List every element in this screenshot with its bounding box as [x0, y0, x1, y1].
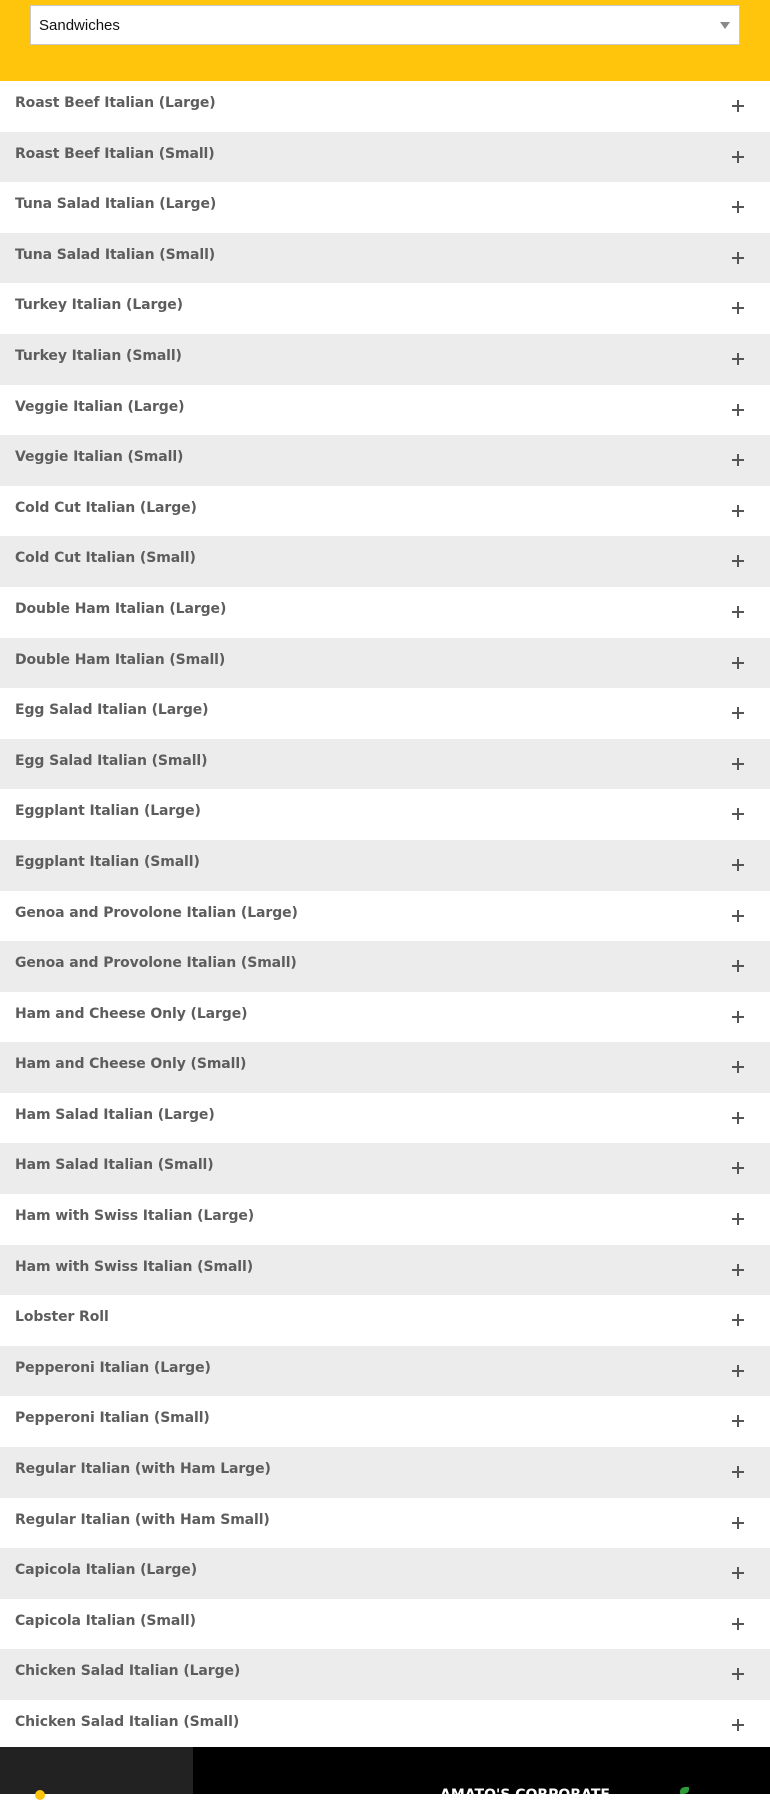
menu-item-row[interactable]	[0, 1295, 770, 1346]
plus-icon[interactable]	[731, 1010, 745, 1024]
menu-item-row[interactable]	[0, 1245, 770, 1296]
plus-icon[interactable]	[731, 807, 745, 821]
menu-item-row[interactable]	[0, 1194, 770, 1245]
category-select-value: Sandwiches	[39, 16, 120, 34]
menu-item-name: Ham Salad Italian (Large)	[15, 1106, 215, 1123]
menu-item-name: Egg Salad Italian (Small)	[15, 752, 208, 769]
plus-icon[interactable]	[731, 858, 745, 872]
menu-item-name: Regular Italian (with Ham Small)	[15, 1511, 270, 1528]
plus-icon[interactable]	[731, 504, 745, 518]
menu-item-row[interactable]	[0, 1447, 770, 1498]
menu-item-name: Tuna Salad Italian (Small)	[15, 246, 216, 263]
plus-icon[interactable]	[731, 909, 745, 923]
plus-icon[interactable]	[731, 1060, 745, 1074]
menu-item-row[interactable]	[0, 1093, 770, 1144]
menu-item-name: Tuna Salad Italian (Large)	[15, 196, 217, 213]
footer-heading: AMATO'S CORPORATE	[440, 1787, 610, 1803]
category-select[interactable]	[30, 5, 740, 45]
menu-item-row[interactable]	[0, 739, 770, 790]
location-pin-icon	[35, 1790, 45, 1800]
menu-item-name: Turkey Italian (Large)	[15, 297, 183, 314]
menu-item-name: Eggplant Italian (Small)	[15, 853, 200, 870]
plus-icon[interactable]	[731, 1313, 745, 1327]
chevron-down-icon	[720, 22, 730, 29]
menu-item-row[interactable]	[0, 182, 770, 233]
plus-icon[interactable]	[731, 1718, 745, 1732]
menu-item-name: Egg Salad Italian (Large)	[15, 702, 209, 719]
menu-item-row[interactable]	[0, 688, 770, 739]
menu-item-row[interactable]	[0, 992, 770, 1043]
menu-item-row[interactable]	[0, 789, 770, 840]
menu-item-row[interactable]	[0, 283, 770, 334]
menu-item-name: Pepperoni Italian (Large)	[15, 1359, 211, 1376]
plus-icon[interactable]	[731, 251, 745, 265]
site-footer	[0, 1747, 770, 1803]
plus-icon[interactable]	[731, 554, 745, 568]
menu-item-row[interactable]	[0, 891, 770, 942]
menu-item-row[interactable]	[0, 1042, 770, 1093]
menu-item-row[interactable]	[0, 1396, 770, 1447]
plus-icon[interactable]	[731, 403, 745, 417]
menu-item-name: Ham and Cheese Only (Large)	[15, 1005, 248, 1022]
plus-icon[interactable]	[731, 1667, 745, 1681]
menu-item-row[interactable]	[0, 1498, 770, 1549]
menu-item-row[interactable]	[0, 81, 770, 132]
menu-item-name: Double Ham Italian (Large)	[15, 600, 227, 617]
plus-icon[interactable]	[731, 150, 745, 164]
menu-item-row[interactable]	[0, 435, 770, 486]
menu-item-name: Genoa and Provolone Italian (Small)	[15, 955, 297, 972]
menu-item-name: Chicken Salad Italian (Large)	[15, 1663, 241, 1680]
menu-item-name: Genoa and Provolone Italian (Large)	[15, 904, 298, 921]
plus-icon[interactable]	[731, 352, 745, 366]
menu-item-row[interactable]	[0, 486, 770, 537]
menu-item-name: Capicola Italian (Small)	[15, 1612, 196, 1629]
plus-icon[interactable]	[731, 99, 745, 113]
menu-item-row[interactable]	[0, 638, 770, 689]
menu-item-name: Double Ham Italian (Small)	[15, 651, 226, 668]
plus-icon[interactable]	[731, 301, 745, 315]
menu-item-row[interactable]	[0, 587, 770, 638]
menu-item-row[interactable]	[0, 1548, 770, 1599]
menu-item-name: Chicken Salad Italian (Small)	[15, 1714, 240, 1730]
menu-item-name: Turkey Italian (Small)	[15, 347, 182, 364]
plus-icon[interactable]	[731, 1465, 745, 1479]
menu-item-row[interactable]	[0, 1143, 770, 1194]
menu-item-row[interactable]	[0, 1599, 770, 1650]
menu-item-row[interactable]	[0, 1649, 770, 1700]
menu-item-row[interactable]	[0, 334, 770, 385]
plus-icon[interactable]	[731, 1516, 745, 1530]
plus-icon[interactable]	[731, 200, 745, 214]
menu-item-row[interactable]	[0, 941, 770, 992]
menu-item-row[interactable]	[0, 840, 770, 891]
menu-item-name: Ham with Swiss Italian (Small)	[15, 1258, 253, 1275]
menu-item-row[interactable]	[0, 1700, 770, 1751]
plus-icon[interactable]	[731, 1566, 745, 1580]
footer-left-panel	[0, 1747, 193, 1794]
menu-item-row[interactable]	[0, 385, 770, 436]
menu-item-name: Lobster Roll	[15, 1309, 109, 1326]
menu-item-row[interactable]	[0, 536, 770, 587]
menu-item-name: Veggie Italian (Small)	[15, 449, 184, 466]
menu-item-name: Regular Italian (with Ham Large)	[15, 1461, 271, 1478]
leaf-icon	[680, 1787, 689, 1794]
plus-icon[interactable]	[731, 1212, 745, 1226]
menu-item-name: Pepperoni Italian (Small)	[15, 1410, 210, 1427]
plus-icon[interactable]	[731, 605, 745, 619]
menu-item-row[interactable]	[0, 233, 770, 284]
plus-icon[interactable]	[731, 656, 745, 670]
plus-icon[interactable]	[731, 453, 745, 467]
plus-icon[interactable]	[731, 757, 745, 771]
plus-icon[interactable]	[731, 959, 745, 973]
menu-item-row[interactable]	[0, 132, 770, 183]
plus-icon[interactable]	[731, 1364, 745, 1378]
menu-item-name: Roast Beef Italian (Small)	[15, 145, 215, 162]
category-header-band	[0, 0, 770, 81]
plus-icon[interactable]	[731, 1111, 745, 1125]
menu-item-name: Cold Cut Italian (Large)	[15, 499, 197, 516]
menu-item-name: Cold Cut Italian (Small)	[15, 550, 196, 567]
plus-icon[interactable]	[731, 706, 745, 720]
menu-item-name: Eggplant Italian (Large)	[15, 803, 201, 820]
menu-item-name: Ham with Swiss Italian (Large)	[15, 1208, 255, 1225]
plus-icon[interactable]	[731, 1161, 745, 1175]
menu-item-row[interactable]	[0, 1346, 770, 1397]
plus-icon[interactable]	[731, 1414, 745, 1428]
menu-item-name: Veggie Italian (Large)	[15, 398, 185, 415]
menu-item-name: Capicola Italian (Large)	[15, 1562, 197, 1579]
plus-icon[interactable]	[731, 1263, 745, 1277]
menu-item-name: Roast Beef Italian (Large)	[15, 95, 216, 111]
menu-item-name: Ham and Cheese Only (Small)	[15, 1056, 247, 1073]
menu-item-list	[0, 81, 770, 1751]
menu-item-name: Ham Salad Italian (Small)	[15, 1157, 214, 1174]
plus-icon[interactable]	[731, 1617, 745, 1631]
